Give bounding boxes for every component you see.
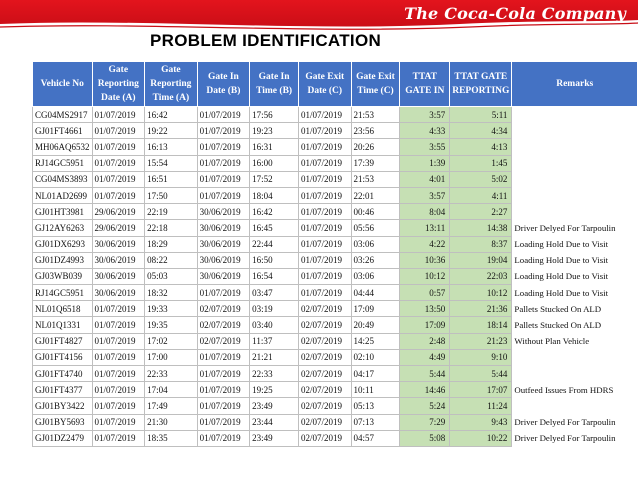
table-cell: 02/07/2019 <box>299 317 352 333</box>
vehicle-number-cell: RJ14GC5951 <box>33 155 93 171</box>
table-row <box>33 301 638 317</box>
table-cell: 01/07/2019 <box>299 204 352 220</box>
ttat-cell: 3:55 <box>400 139 450 155</box>
table-cell: 01/07/2019 <box>92 139 145 155</box>
table-cell: 21:21 <box>250 349 299 365</box>
vehicle-number-cell: NL01Q1331 <box>33 317 93 333</box>
table-cell: 30/06/2019 <box>197 236 250 252</box>
table-cell: 18:29 <box>145 236 198 252</box>
column-header: Gate In Time (B) <box>250 62 299 107</box>
table-cell: 22:01 <box>351 187 400 203</box>
table-cell: 16:42 <box>145 107 198 123</box>
remarks-cell <box>512 171 638 187</box>
table-cell: 02/07/2019 <box>299 301 352 317</box>
remarks-cell <box>512 187 638 203</box>
table-row <box>33 171 638 187</box>
table-cell: 01/07/2019 <box>197 430 250 446</box>
ttat-cell: 14:38 <box>450 220 512 236</box>
table-cell: 01/07/2019 <box>299 171 352 187</box>
table-cell: 21:30 <box>145 414 198 430</box>
table-cell: 03:26 <box>351 252 400 268</box>
table-cell: 15:54 <box>145 155 198 171</box>
table-row <box>33 204 638 220</box>
ttat-cell: 13:11 <box>400 220 450 236</box>
table-cell: 17:00 <box>145 349 198 365</box>
vehicle-number-cell: GJ03WB039 <box>33 268 93 284</box>
table-row <box>33 317 638 333</box>
column-header: Gate In Date (B) <box>197 62 250 107</box>
ttat-cell: 10:36 <box>400 252 450 268</box>
table-cell: 16:54 <box>250 268 299 284</box>
table-cell: 01/07/2019 <box>92 317 145 333</box>
table-cell: 02/07/2019 <box>299 430 352 446</box>
table-cell: 01/07/2019 <box>92 398 145 414</box>
table-row <box>33 107 638 123</box>
ttat-cell: 4:33 <box>400 123 450 139</box>
vehicle-number-cell: GJ01FT4740 <box>33 366 93 382</box>
table-body <box>33 107 638 447</box>
table-cell: 02/07/2019 <box>197 301 250 317</box>
vehicle-number-cell: CG04MS3893 <box>33 171 93 187</box>
table-cell: 01/07/2019 <box>197 139 250 155</box>
table-cell: 01/07/2019 <box>92 414 145 430</box>
column-header: TTAT GATE REPORTING <box>450 62 512 107</box>
remarks-cell: Loading Hold Due to Visit <box>514 271 609 282</box>
table-cell: 01/07/2019 <box>299 220 352 236</box>
table-cell: 02/07/2019 <box>197 317 250 333</box>
ttat-cell: 1:39 <box>400 155 450 171</box>
table-cell: 05:56 <box>351 220 400 236</box>
ttat-cell: 3:57 <box>400 107 450 123</box>
table-cell: 00:46 <box>351 204 400 220</box>
table-cell: 19:25 <box>250 382 299 398</box>
table-cell: 01/07/2019 <box>197 349 250 365</box>
ttat-cell: 2:48 <box>400 333 450 349</box>
column-header: Gate Reporting Time (A) <box>145 62 198 107</box>
ttat-cell: 4:49 <box>400 349 450 365</box>
brand-banner <box>0 0 638 30</box>
table-cell: 17:04 <box>145 382 198 398</box>
table-cell: 16:42 <box>250 204 299 220</box>
table-cell: 29/06/2019 <box>92 220 145 236</box>
remarks-cell <box>512 398 638 414</box>
remarks-cell: Driver Delyed For Tarpoulin <box>514 433 616 444</box>
ttat-cell: 8:04 <box>400 204 450 220</box>
vehicle-number-cell: GJ01BY5693 <box>33 414 93 430</box>
remarks-cell: Driver Delyed For Tarpoulin <box>514 222 616 233</box>
column-header: Gate Exit Date (C) <box>299 62 352 107</box>
remarks-cell: Outfeed Issues From HDRS <box>514 384 614 395</box>
vehicle-number-cell: GJ01DZ2479 <box>33 430 93 446</box>
table-row <box>33 349 638 365</box>
ttat-cell: 3:57 <box>400 187 450 203</box>
table-cell: 01/07/2019 <box>197 171 250 187</box>
ttat-cell: 17:07 <box>450 382 512 398</box>
table-cell: 01/07/2019 <box>92 187 145 203</box>
ttat-cell: 9:10 <box>450 349 512 365</box>
table-row <box>33 123 638 139</box>
vehicle-number-cell: GJ01DX6293 <box>33 236 93 252</box>
remarks-cell <box>512 123 638 139</box>
table-cell: 23:49 <box>250 398 299 414</box>
table-cell: 01/07/2019 <box>92 171 145 187</box>
table-cell: 16:51 <box>145 171 198 187</box>
table-cell: 01/07/2019 <box>92 366 145 382</box>
table-cell: 17:50 <box>145 187 198 203</box>
table-row <box>33 398 638 414</box>
remarks-cell: Pallets Stucked On ALD <box>514 303 602 314</box>
table-cell: 02/07/2019 <box>299 333 352 349</box>
table-cell: 17:49 <box>145 398 198 414</box>
table-header-row <box>33 62 638 107</box>
table-cell: 01/07/2019 <box>299 107 352 123</box>
vehicle-number-cell: MH06AQ6532 <box>33 139 93 155</box>
table-cell: 01/07/2019 <box>92 382 145 398</box>
remarks-cell: Without Plan Vehicle <box>514 336 590 347</box>
ttat-cell: 0:57 <box>400 285 450 301</box>
table-cell: 16:13 <box>145 139 198 155</box>
vehicle-number-cell: NL01AD2699 <box>33 187 93 203</box>
table-row <box>33 236 638 252</box>
column-header: Vehicle No <box>33 62 93 107</box>
table-cell: 01/07/2019 <box>197 107 250 123</box>
table-cell: 17:02 <box>145 333 198 349</box>
table-cell: 01/07/2019 <box>197 398 250 414</box>
table-row <box>33 220 638 236</box>
table-cell: 17:39 <box>351 155 400 171</box>
table-cell: 22:19 <box>145 204 198 220</box>
table-cell: 01/07/2019 <box>197 155 250 171</box>
table-cell: 21:53 <box>351 107 400 123</box>
ttat-cell: 8:37 <box>450 236 512 252</box>
remarks-cell <box>512 139 638 155</box>
ttat-cell: 7:29 <box>400 414 450 430</box>
table-cell: 16:50 <box>250 252 299 268</box>
table-cell: 30/06/2019 <box>197 268 250 284</box>
table-cell: 30/06/2019 <box>92 285 145 301</box>
ttat-cell: 1:45 <box>450 155 512 171</box>
column-header: Gate Reporting Date (A) <box>92 62 145 107</box>
table-cell: 19:22 <box>145 123 198 139</box>
table-cell: 01/07/2019 <box>299 187 352 203</box>
vehicle-number-cell: GJ01BY3422 <box>33 398 93 414</box>
table-cell: 01/07/2019 <box>92 107 145 123</box>
ttat-cell: 5:08 <box>400 430 450 446</box>
ttat-cell: 5:24 <box>400 398 450 414</box>
table-cell: 30/06/2019 <box>92 236 145 252</box>
ttat-cell: 19:04 <box>450 252 512 268</box>
table-cell: 23:44 <box>250 414 299 430</box>
table-cell: 20:49 <box>351 317 400 333</box>
table-cell: 14:25 <box>351 333 400 349</box>
table-cell: 19:33 <box>145 301 198 317</box>
ttat-cell: 9:43 <box>450 414 512 430</box>
table-cell: 01/07/2019 <box>299 252 352 268</box>
table-cell: 03:06 <box>351 268 400 284</box>
vehicle-number-cell: NL01Q6518 <box>33 301 93 317</box>
table-cell: 04:17 <box>351 366 400 382</box>
table-cell: 02/07/2019 <box>299 398 352 414</box>
ttat-cell: 5:44 <box>400 366 450 382</box>
vehicle-number-cell: GJ01DZ4993 <box>33 252 93 268</box>
table-cell: 02/07/2019 <box>299 382 352 398</box>
ttat-cell: 2:27 <box>450 204 512 220</box>
table-cell: 01/07/2019 <box>197 414 250 430</box>
table-cell: 01/07/2019 <box>92 301 145 317</box>
remarks-cell: Loading Hold Due to Visit <box>514 239 609 250</box>
ttat-cell: 11:24 <box>450 398 512 414</box>
vehicle-number-cell: GJ01FT4156 <box>33 349 93 365</box>
ttat-cell: 18:14 <box>450 317 512 333</box>
table-cell: 03:06 <box>351 236 400 252</box>
table-cell: 19:23 <box>250 123 299 139</box>
table-row <box>33 430 638 446</box>
table-cell: 01/07/2019 <box>299 139 352 155</box>
table-cell: 07:13 <box>351 414 400 430</box>
remarks-cell <box>512 366 638 382</box>
table-cell: 01/07/2019 <box>92 430 145 446</box>
table-cell: 16:00 <box>250 155 299 171</box>
ttat-cell: 21:23 <box>450 333 512 349</box>
table-cell: 20:26 <box>351 139 400 155</box>
vehicle-number-cell: GJ01HT3981 <box>33 204 93 220</box>
table-cell: 16:31 <box>250 139 299 155</box>
table-cell: 03:19 <box>250 301 299 317</box>
vehicle-number-cell: GJ12AY6263 <box>33 220 93 236</box>
table-row <box>33 382 638 398</box>
table-row <box>33 366 638 382</box>
table-cell: 22:18 <box>145 220 198 236</box>
table-cell: 10:11 <box>351 382 400 398</box>
table-cell: 01/07/2019 <box>197 366 250 382</box>
table-cell: 22:44 <box>250 236 299 252</box>
table-cell: 30/06/2019 <box>92 268 145 284</box>
table-cell: 17:56 <box>250 107 299 123</box>
ttat-cell: 4:34 <box>450 123 512 139</box>
ttat-cell: 21:36 <box>450 301 512 317</box>
table-cell: 01/07/2019 <box>299 155 352 171</box>
table-cell: 01/07/2019 <box>92 333 145 349</box>
remarks-cell <box>512 107 638 123</box>
table-row <box>33 285 638 301</box>
ttat-cell: 5:11 <box>450 107 512 123</box>
table-cell: 01/07/2019 <box>299 236 352 252</box>
table-cell: 02/07/2019 <box>299 414 352 430</box>
column-header: Gate Exit Time (C) <box>351 62 400 107</box>
table-cell: 01/07/2019 <box>197 382 250 398</box>
vehicle-number-cell: CG04MS2917 <box>33 107 93 123</box>
column-header: Remarks <box>512 62 638 107</box>
table-cell: 01/07/2019 <box>92 123 145 139</box>
table-cell: 22:33 <box>250 366 299 382</box>
table-cell: 01/07/2019 <box>299 268 352 284</box>
table-row <box>33 333 638 349</box>
table-cell: 01/07/2019 <box>92 155 145 171</box>
vehicle-number-cell: GJ01FT4661 <box>33 123 93 139</box>
table-cell: 01/07/2019 <box>299 285 352 301</box>
slide-title: PROBLEM IDENTIFICATION <box>150 31 382 50</box>
ttat-cell: 4:13 <box>450 139 512 155</box>
table-row <box>33 414 638 430</box>
table-cell: 17:09 <box>351 301 400 317</box>
table-cell: 22:33 <box>145 366 198 382</box>
ttat-cell: 10:12 <box>450 285 512 301</box>
table-cell: 03:40 <box>250 317 299 333</box>
table-row <box>33 187 638 203</box>
table-cell: 18:35 <box>145 430 198 446</box>
ttat-cell: 5:44 <box>450 366 512 382</box>
table-cell: 01/07/2019 <box>197 187 250 203</box>
brand-logo: The Coca-Cola Company <box>404 4 626 23</box>
table-cell: 03:47 <box>250 285 299 301</box>
ttat-cell: 17:09 <box>400 317 450 333</box>
remarks-cell <box>512 349 638 365</box>
vehicle-number-cell: GJ01FT4827 <box>33 333 93 349</box>
column-header: TTAT GATE IN <box>400 62 450 107</box>
ttat-cell: 4:01 <box>400 171 450 187</box>
table-cell: 02/07/2019 <box>299 366 352 382</box>
table-cell: 08:22 <box>145 252 198 268</box>
ttat-cell: 14:46 <box>400 382 450 398</box>
vehicle-gate-table <box>32 61 638 447</box>
table-cell: 30/06/2019 <box>197 220 250 236</box>
table-cell: 05:13 <box>351 398 400 414</box>
ttat-cell: 10:22 <box>450 430 512 446</box>
table-cell: 30/06/2019 <box>197 252 250 268</box>
table-row <box>33 139 638 155</box>
table-cell: 19:35 <box>145 317 198 333</box>
table-cell: 01/07/2019 <box>92 349 145 365</box>
table-cell: 01/07/2019 <box>299 123 352 139</box>
table-cell: 05:03 <box>145 268 198 284</box>
vehicle-number-cell: RJ14GC5951 <box>33 285 93 301</box>
table-cell: 17:52 <box>250 171 299 187</box>
table-cell: 01/07/2019 <box>197 285 250 301</box>
table-cell: 30/06/2019 <box>197 204 250 220</box>
table-cell: 02/07/2019 <box>299 349 352 365</box>
table-cell: 21:53 <box>351 171 400 187</box>
table-cell: 01/07/2019 <box>197 123 250 139</box>
ttat-cell: 13:50 <box>400 301 450 317</box>
remarks-cell: Loading Hold Due to Visit <box>514 255 609 266</box>
remarks-cell: Pallets Stucked On ALD <box>514 320 602 331</box>
remarks-cell <box>512 155 638 171</box>
remarks-cell <box>512 204 638 220</box>
table-row <box>33 268 638 284</box>
ttat-cell: 5:02 <box>450 171 512 187</box>
ttat-cell: 4:11 <box>450 187 512 203</box>
table-cell: 02:10 <box>351 349 400 365</box>
table-cell: 16:45 <box>250 220 299 236</box>
table-cell: 18:04 <box>250 187 299 203</box>
ttat-cell: 10:12 <box>400 268 450 284</box>
table-cell: 04:44 <box>351 285 400 301</box>
table-cell: 23:49 <box>250 430 299 446</box>
table-cell: 29/06/2019 <box>92 204 145 220</box>
table-cell: 04:57 <box>351 430 400 446</box>
remarks-cell: Driver Delyed For Tarpoulin <box>514 417 616 428</box>
ttat-cell: 22:03 <box>450 268 512 284</box>
table-cell: 30/06/2019 <box>92 252 145 268</box>
table-cell: 23:56 <box>351 123 400 139</box>
ttat-cell: 4:22 <box>400 236 450 252</box>
table-cell: 02/07/2019 <box>197 333 250 349</box>
remarks-cell: Loading Hold Due to Visit <box>514 287 609 298</box>
table-row <box>33 252 638 268</box>
table-cell: 11:37 <box>250 333 299 349</box>
vehicle-number-cell: GJ01FT4377 <box>33 382 93 398</box>
table-row <box>33 155 638 171</box>
table-cell: 18:32 <box>145 285 198 301</box>
